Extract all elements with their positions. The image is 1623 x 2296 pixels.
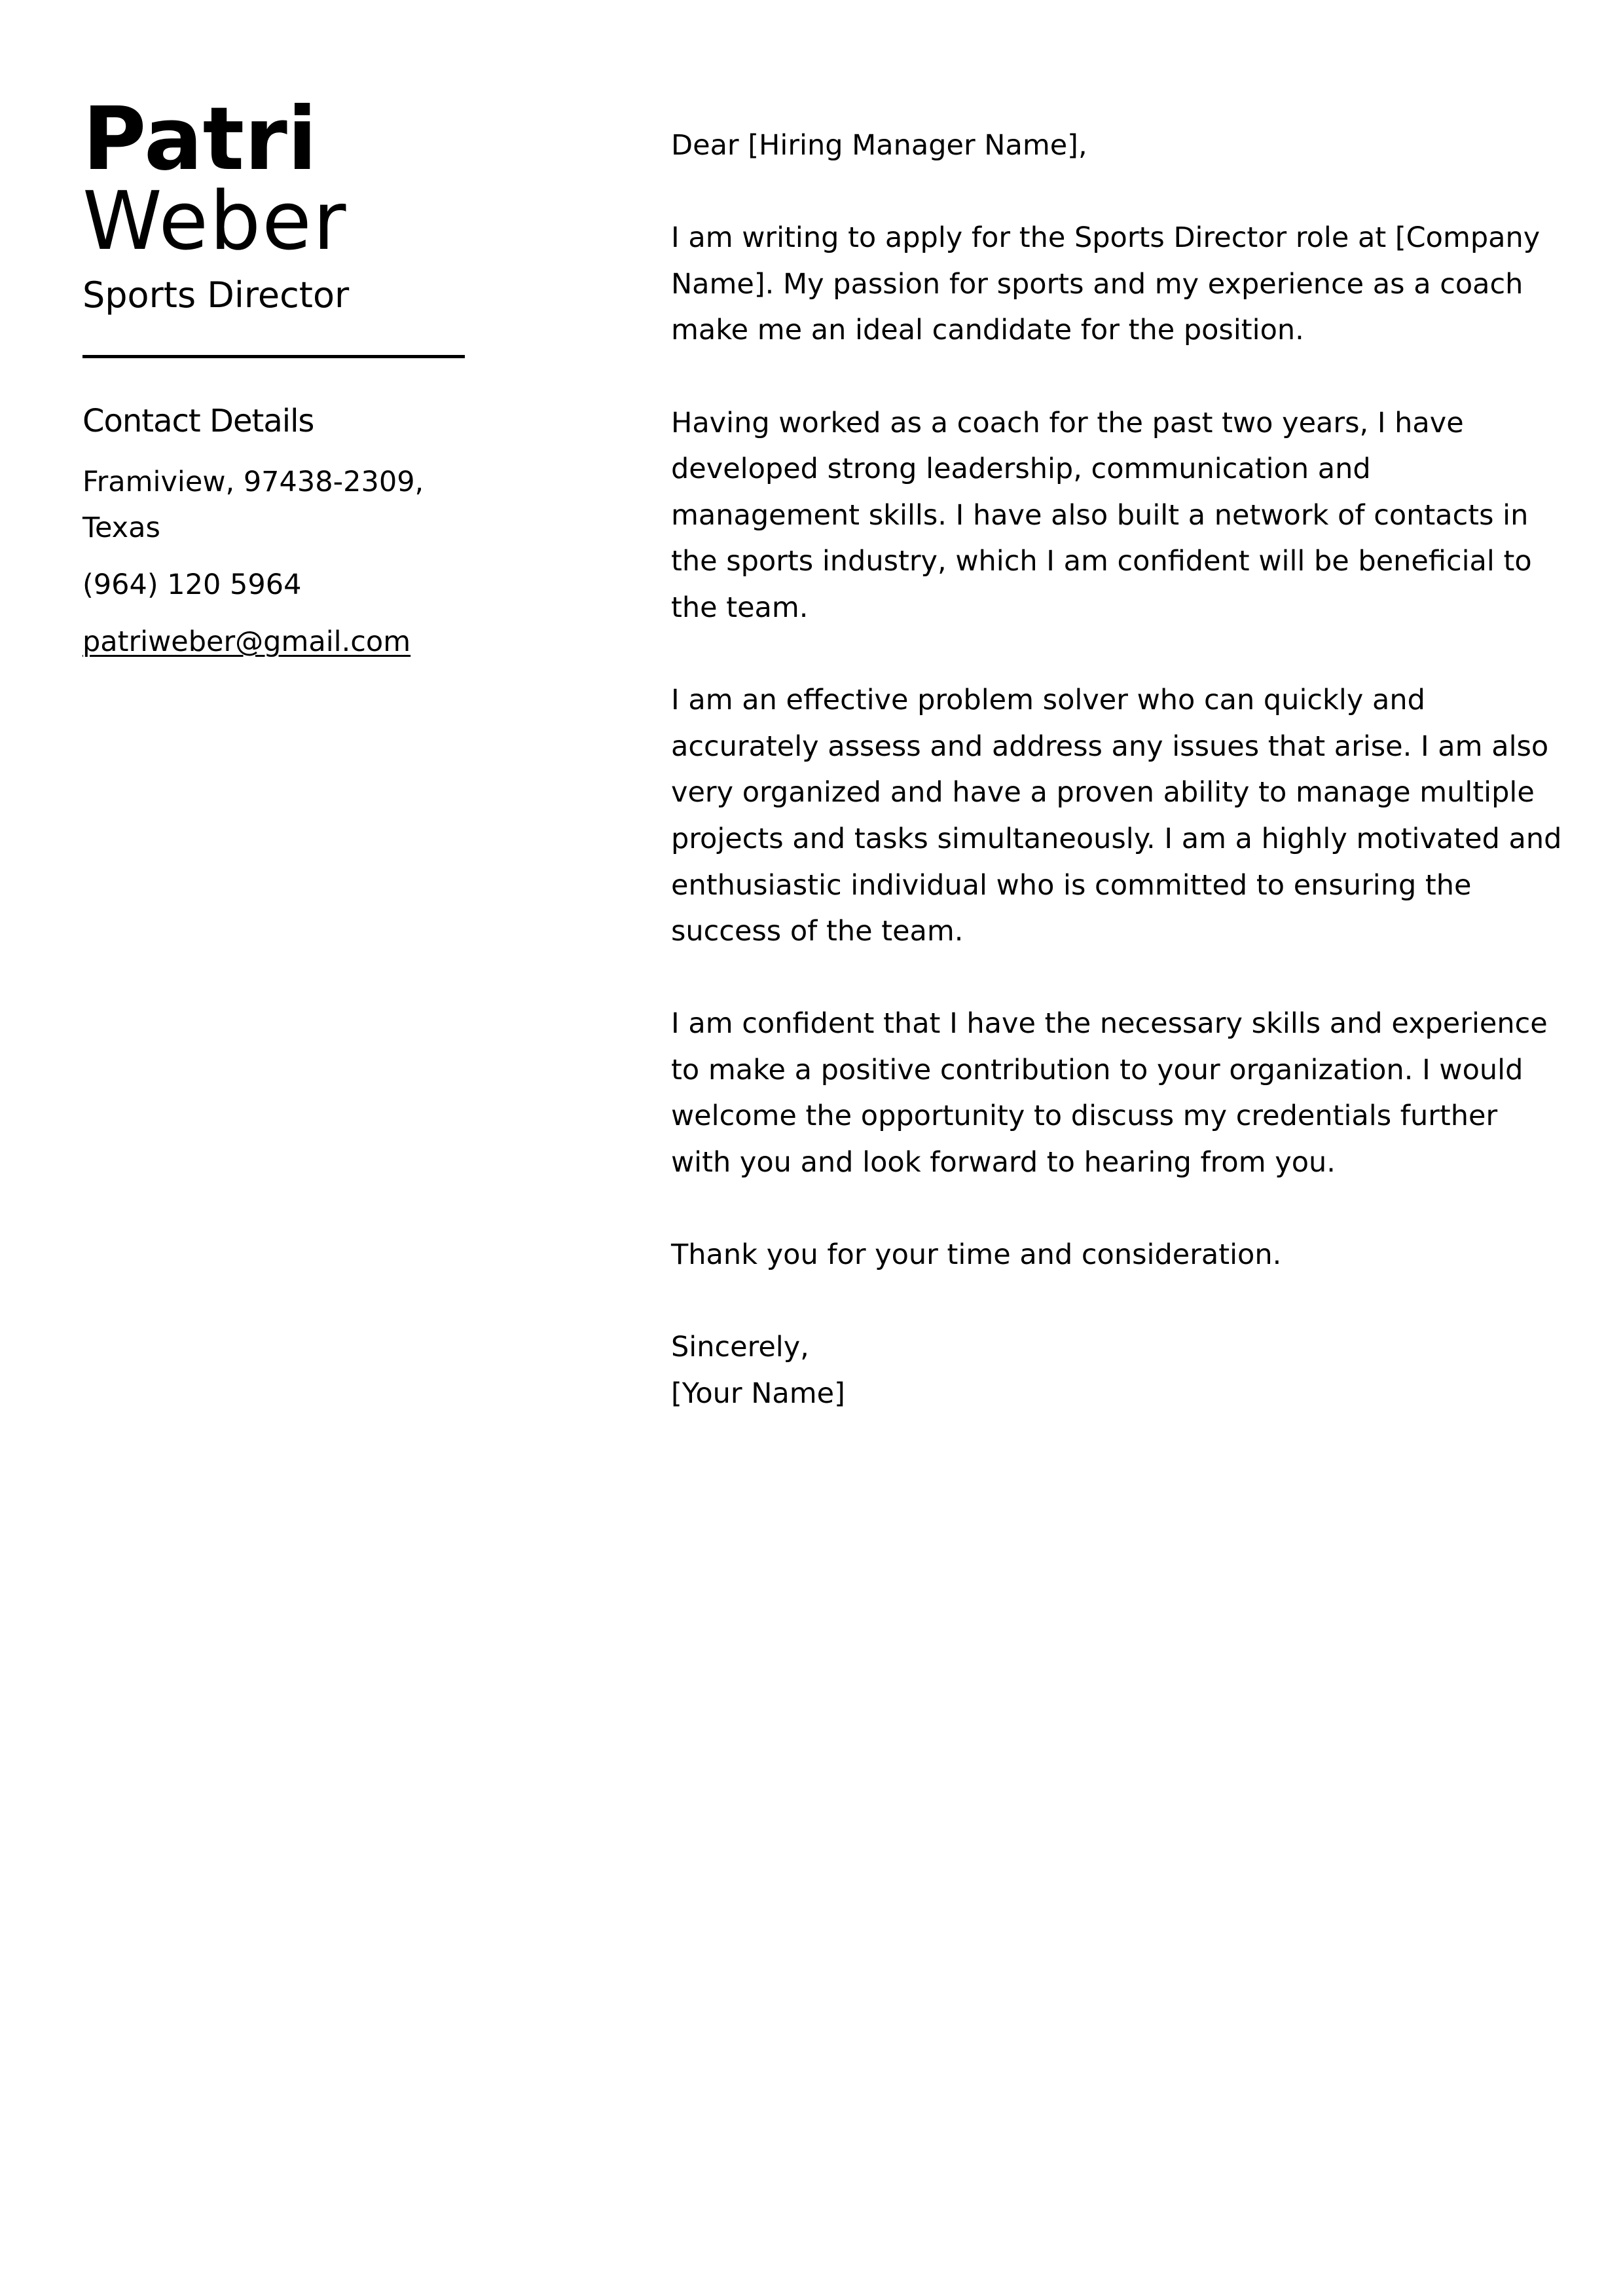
letter-body: [671, 122, 1562, 1463]
job-title: Sports Director: [82, 274, 350, 316]
address-line-2: Texas: [82, 511, 160, 544]
sidebar: [82, 89, 465, 665]
closing-text: Sincerely,: [671, 1331, 809, 1364]
paragraph-line: the team.: [671, 591, 809, 624]
contact-heading: Contact Details: [82, 403, 314, 439]
email-link[interactable]: patriweber@gmail.com: [82, 625, 411, 658]
address-line-1: Framiview, 97438-2309,: [82, 466, 424, 498]
salutation-text: Dear [Hiring Manager Name],: [671, 129, 1087, 162]
phone-number: (964) 120 5964: [82, 568, 302, 601]
paragraph-line: welcome the opportunity to discuss my credentials further: [671, 1100, 1498, 1133]
signature-text: [Your Name]: [671, 1377, 845, 1411]
divider: [82, 355, 465, 358]
paragraph-2: [671, 400, 1542, 631]
thanks-paragraph: [671, 1232, 1542, 1278]
paragraph-line: developed strong leadership, communication and: [671, 453, 1371, 486]
paragraph-4: [671, 1001, 1548, 1185]
paragraph-line: accurately assess and address any issues that arise. I am also: [671, 730, 1549, 763]
paragraph-line: I am an effective problem solver who can quickly and: [671, 684, 1425, 717]
paragraph-line: success of the team.: [671, 915, 964, 948]
thanks-text: Thank you for your time and consideration.: [671, 1238, 1282, 1272]
paragraph-line: I am confident that I have the necessary skills and experience: [671, 1007, 1548, 1041]
salutation: [671, 122, 1542, 169]
paragraph-line: Having worked as a coach for the past two years, I have: [671, 406, 1464, 439]
paragraph-line: I am writing to apply for the Sports Director role at [Company: [671, 221, 1541, 255]
last-name: Weber: [82, 175, 348, 268]
paragraph-1: [671, 215, 1542, 354]
sign-off: [671, 1324, 1542, 1416]
paragraph-line: very organized and have a proven ability to manage multiple: [671, 776, 1535, 809]
first-name: Patri: [82, 89, 318, 190]
paragraph-line: Name]. My passion for sports and my experience as a coach: [671, 267, 1523, 301]
paragraph-line: management skills. I have also built a network of contacts in: [671, 498, 1529, 532]
paragraph-line: make me an ideal candidate for the position.: [671, 314, 1304, 347]
paragraph-line: projects and tasks simultaneously. I am a highly motivated and: [671, 822, 1562, 855]
paragraph-line: with you and look forward to hearing from you.: [671, 1146, 1336, 1179]
paragraph-line: the sports industry, which I am confident will be beneficial to: [671, 545, 1532, 578]
paragraph-3: [671, 677, 1562, 955]
paragraph-line: to make a positive contribution to your organization. I would: [671, 1053, 1523, 1086]
paragraph-line: enthusiastic individual who is committed to ensuring the: [671, 868, 1472, 902]
